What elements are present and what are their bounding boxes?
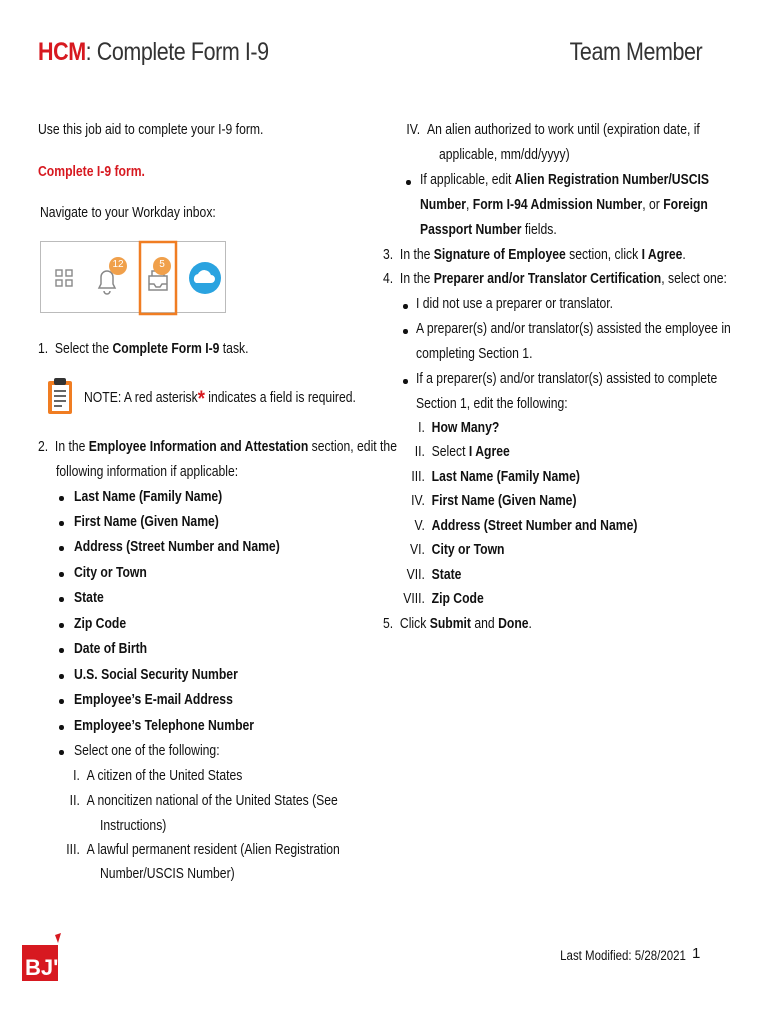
step-5: 5. Click Submit and Done.: [383, 616, 532, 632]
step-4: 4. In the Preparer and/or Translator Certification, select one:: [383, 271, 727, 287]
step-text: In the: [54, 439, 89, 455]
list-item: Select one of the following:: [74, 743, 220, 759]
apps-grid-icon: [56, 270, 72, 286]
step-2: [38, 435, 397, 460]
list-item: I. A citizen of the United States: [73, 768, 243, 784]
edit-fields-bullet: If applicable, edit Alien Registration Number/USCIS: [420, 172, 710, 188]
navigate-text: Navigate to your Workday inbox:: [40, 205, 216, 221]
list-item: IV. An alien authorized to work until (expiration date, if: [406, 122, 700, 138]
step-number: 1.: [38, 341, 49, 357]
note-clipboard-icon: [45, 376, 77, 421]
required-asterisk: *: [197, 386, 205, 411]
section-name: Employee Information and Attestation: [88, 439, 309, 455]
intro-text: Use this job aid to complete your I-9 form.: [38, 122, 264, 138]
list-item-cont: Section 1, edit the following:: [416, 396, 568, 412]
list-item: II. Select I Agree: [414, 444, 510, 460]
task-name: Complete Form I-9: [112, 341, 220, 357]
list-item: Zip Code: [74, 616, 127, 632]
list-item: Address (Street Number and Name): [74, 539, 280, 555]
notification-bell-icon: [99, 271, 115, 294]
step-text: task.: [219, 341, 249, 357]
list-item: III. Last Name (Family Name): [411, 469, 580, 485]
section-subheading: Complete I-9 form.: [38, 164, 145, 180]
step-1: [38, 337, 249, 362]
list-item-cont: Instructions): [100, 818, 167, 834]
list-item: V. Address (Street Number and Name): [414, 518, 638, 534]
brand-label: HCM: [38, 38, 86, 66]
last-modified: Last Modified: 5/28/2021: [560, 948, 686, 963]
list-item: First Name (Given Name): [74, 514, 219, 530]
list-item: VII. State: [406, 567, 462, 583]
edit-fields-bullet-cont: Passport Number fields.: [420, 222, 557, 238]
list-item: Last Name (Family Name): [74, 489, 223, 505]
list-item: If a preparer(s) and/or translator(s) assisted to complete: [416, 371, 718, 387]
list-item: Employee’s Telephone Number: [74, 718, 255, 734]
list-item: I did not use a preparer or translator.: [416, 296, 614, 312]
list-item-cont: completing Section 1.: [416, 346, 533, 362]
list-item: VIII. Zip Code: [403, 591, 484, 607]
note-prefix: NOTE: A red asterisk: [84, 390, 198, 406]
step-2-line2: following information if applicable:: [56, 464, 239, 480]
list-item-cont: applicable, mm/dd/yyyy): [439, 147, 570, 163]
list-item: City or Town: [74, 565, 147, 581]
svg-text:BJ's: BJ's: [25, 955, 71, 980]
list-item: U.S. Social Security Number: [74, 667, 238, 683]
list-item-cont: Number/USCIS Number): [100, 866, 235, 882]
workday-toolbar: [41, 242, 227, 314]
edit-fields-bullet-cont: Number, Form I-94 Admission Number, or Foreign: [420, 197, 708, 213]
title-text: : Complete Form I-9: [85, 38, 269, 66]
list-item: VI. City or Town: [409, 542, 505, 558]
list-item: A preparer(s) and/or translator(s) assisted the employee in: [416, 321, 731, 337]
page-number: 1: [692, 945, 701, 962]
inbox-highlight: [140, 242, 176, 314]
list-item: III. A lawful permanent resident (Alien Registration: [66, 842, 340, 858]
workday-inbox-image: [40, 241, 226, 313]
bjs-logo: [22, 933, 71, 986]
list-item: Employee’s E-mail Address: [74, 692, 233, 708]
list-item: II. A noncitizen national of the United States (See: [69, 793, 338, 809]
list-item: IV. First Name (Given Name): [411, 493, 577, 509]
step-text: Select the: [54, 341, 113, 357]
list-item: I. How Many?: [418, 420, 500, 436]
note-suffix: indicates a field is required.: [204, 390, 356, 406]
list-item: State: [74, 590, 104, 606]
inbox-count: 5: [159, 259, 165, 270]
audience-label: Team Member: [569, 38, 702, 66]
page-title: [38, 38, 269, 67]
list-item: Date of Birth: [74, 641, 148, 657]
notification-count: 12: [112, 259, 124, 270]
step-3: 3. In the Signature of Employee section, click I Agree.: [383, 247, 686, 263]
step-text: section, edit the: [308, 439, 397, 455]
note-text: [84, 386, 356, 411]
step-number: 2.: [38, 439, 49, 455]
